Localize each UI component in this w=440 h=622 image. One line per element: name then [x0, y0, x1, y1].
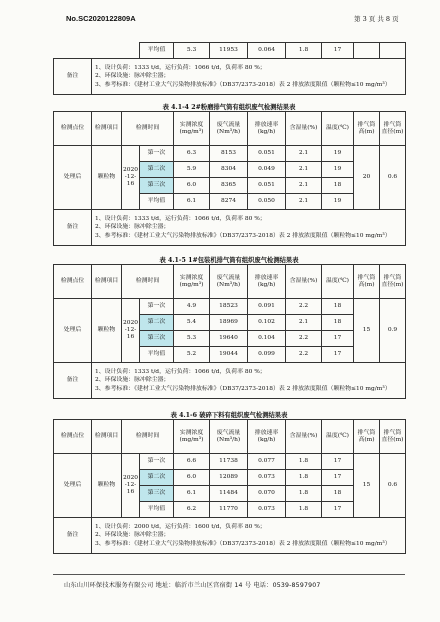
item-cell: 颗粒物 — [92, 146, 122, 210]
rate-cell: 0.051 — [248, 146, 286, 162]
rate-cell: 0.073 — [248, 502, 286, 518]
header-moist: 含湿量(%) — [286, 420, 322, 454]
rate-cell: 0.104 — [248, 331, 286, 347]
rate-cell: 0.091 — [248, 299, 286, 315]
moist-cell: 1.8 — [286, 454, 322, 470]
flow-cell: 19640 — [210, 331, 248, 347]
header-moist: 含湿量(%) — [286, 112, 322, 146]
row-label: 第一次 — [140, 454, 174, 470]
header-flow: 废气流量(Nm³/h) — [210, 265, 248, 299]
header-time: 检测时间 — [122, 265, 174, 299]
temp-cell: 18 — [322, 178, 354, 194]
point-cell: 处理后 — [54, 299, 92, 363]
header-height: 排气筒高(m) — [354, 265, 380, 299]
row-label: 第二次 — [140, 470, 174, 486]
height-cell: 15 — [354, 299, 380, 363]
row-label: 平均值 — [140, 347, 174, 363]
rate-cell: 0.049 — [248, 162, 286, 178]
header-rate: 排放速率(kg/h) — [248, 265, 286, 299]
row-label: 第三次 — [140, 178, 174, 194]
rate-cell: 0.070 — [248, 486, 286, 502]
temp-cell: 19 — [322, 194, 354, 210]
conc-cell: 6.6 — [174, 454, 210, 470]
row-label: 第一次 — [140, 299, 174, 315]
moist-cell: 2.2 — [286, 347, 322, 363]
emission-table — [53, 111, 406, 246]
conc-cell: 6.0 — [174, 178, 210, 194]
header-point: 检测点位 — [54, 420, 92, 454]
conc-cell: 6.0 — [174, 470, 210, 486]
header-item: 检测项目 — [92, 420, 122, 454]
header-height: 排气筒高(m) — [354, 420, 380, 454]
rate-cell: 0.051 — [248, 178, 286, 194]
flow-cell: 12089 — [210, 470, 248, 486]
emission-table — [53, 264, 406, 399]
flow-cell: 18523 — [210, 299, 248, 315]
remark-label: 备注 — [54, 363, 92, 399]
temp-cell: 17 — [322, 454, 354, 470]
header-diam: 排气筒直径(m) — [380, 420, 406, 454]
header-time: 检测时间 — [122, 112, 174, 146]
moist-cell: 2.2 — [286, 331, 322, 347]
row-label: 第二次 — [140, 162, 174, 178]
table-caption: 表 4.1-6 破碎下料有组织废气检测结果表 — [170, 412, 288, 419]
table-row — [54, 299, 406, 315]
temp-cell: 17 — [322, 331, 354, 347]
table-caption: 表 4.1-4 2#粉磨排气筒有组织废气检测结果表 — [162, 104, 296, 111]
row-label: 第一次 — [140, 146, 174, 162]
temp-cell: 18 — [322, 315, 354, 331]
rate-cell: 0.050 — [248, 194, 286, 210]
conc-cell: 4.9 — [174, 299, 210, 315]
diam-cell: 0.6 — [380, 454, 406, 518]
flow-cell: 8153 — [210, 146, 248, 162]
item-cell: 颗粒物 — [92, 454, 122, 518]
conc-cell: 6.2 — [174, 502, 210, 518]
header-item: 检测项目 — [92, 112, 122, 146]
temp-cell: 19 — [322, 162, 354, 178]
footer-rule — [53, 574, 405, 575]
header-temp: 温度(℃) — [322, 265, 354, 299]
temp-cell: 18 — [322, 299, 354, 315]
row-label: 平均值 — [140, 502, 174, 518]
moist-cell: 2.1 — [286, 146, 322, 162]
flow-cell: 18969 — [210, 315, 248, 331]
header-temp: 温度(℃) — [322, 420, 354, 454]
footer-company: 山东山川环保技术服务有限公司 地址：临沂市兰山区宫宿街 14 号 电话：0539-8597907 — [64, 582, 321, 589]
remark-label: 备注 — [54, 518, 92, 554]
conc-cell: 5.4 — [174, 315, 210, 331]
temp-cell: 18 — [322, 486, 354, 502]
moist-cell: 1.8 — [286, 470, 322, 486]
header-point: 检测点位 — [54, 112, 92, 146]
header-flow: 废气流量(Nm³/h) — [210, 420, 248, 454]
conc-cell: 5.3 — [174, 331, 210, 347]
date-cell: 2020-12-16 — [122, 146, 140, 210]
row-label: 平均值 — [140, 194, 174, 210]
date-cell: 2020-12-16 — [122, 454, 140, 518]
header-moist: 含湿量(%) — [286, 265, 322, 299]
row-label: 平均值 — [140, 43, 174, 59]
conc-cell: 5.3 — [174, 43, 210, 59]
point-cell: 处理后 — [54, 146, 92, 210]
rate-cell: 0.077 — [248, 454, 286, 470]
rate-cell: 0.102 — [248, 315, 286, 331]
remark-notes: 1、设计负荷：1333 t/d，运行负荷：1066 t/d，负荷率 80 %； 2、环保设施：脉冲除尘器； 3、参考标准：《建材工业大气污染物排放标准》（DB37/2373-2018）表 2 排放浓度限值（颗粒物≤10 mg/m³） — [92, 363, 406, 399]
remark-notes: 1、设计负荷：1333 t/d，运行负荷：1066 t/d，负荷率 80 %； 2、环保设施：脉冲除尘器； 3、参考标准：《建材工业大气污染物排放标准》（DB37/2373-2018）表 2 排放浓度限值（颗粒物≤10 mg/m³） — [92, 210, 406, 246]
remark-label: 备注 — [54, 59, 92, 95]
height-cell: 20 — [354, 146, 380, 210]
row-label: 第二次 — [140, 315, 174, 331]
flow-cell: 8304 — [210, 162, 248, 178]
temp-cell: 17 — [322, 43, 354, 59]
header-conc: 实测浓度(mg/m³) — [174, 112, 210, 146]
item-cell: 颗粒物 — [92, 299, 122, 363]
flow-cell: 11953 — [210, 43, 248, 59]
rate-cell: 0.099 — [248, 347, 286, 363]
remark-notes: 1、设计负荷：1333 t/d，运行负荷：1066 t/d，负荷率 80 %； 2、环保设施：脉冲除尘器； 3、参考标准：《建材工业大气污染物排放标准》（DB37/2373-2018）表 2 排放浓度限值（颗粒物≤10 mg/m³） — [92, 59, 406, 95]
conc-cell: 6.3 — [174, 146, 210, 162]
rate-cell: 0.073 — [248, 470, 286, 486]
header-temp: 温度(℃) — [322, 112, 354, 146]
rate-cell: 0.064 — [248, 43, 286, 59]
table-partial-top — [53, 42, 406, 95]
remark-notes: 1、设计负荷：2000 t/d，运行负荷：1600 t/d，负荷率 80 %； 2、环保设施：脉冲除尘器； 3、参考标准：《建材工业大气污染物排放标准》（DB37/2373-2018）表 2 排放浓度限值（颗粒物≤10 mg/m³） — [92, 518, 406, 554]
header-diam: 排气筒直径(m) — [380, 265, 406, 299]
flow-cell: 11770 — [210, 502, 248, 518]
page-indicator: 第 3 页 共 8 页 — [354, 15, 399, 23]
flow-cell: 11484 — [210, 486, 248, 502]
moist-cell: 2.1 — [286, 178, 322, 194]
header-point: 检测点位 — [54, 265, 92, 299]
temp-cell: 17 — [322, 470, 354, 486]
row-label: 第三次 — [140, 331, 174, 347]
conc-cell: 6.1 — [174, 194, 210, 210]
flow-cell: 11738 — [210, 454, 248, 470]
row-label: 第三次 — [140, 486, 174, 502]
temp-cell: 17 — [322, 502, 354, 518]
moist-cell: 2.1 — [286, 162, 322, 178]
moist-cell: 2.2 — [286, 299, 322, 315]
moist-cell: 1.8 — [286, 502, 322, 518]
header-time: 检测时间 — [122, 420, 174, 454]
height-cell: 15 — [354, 454, 380, 518]
remark-label: 备注 — [54, 210, 92, 246]
moist-cell: 2.1 — [286, 315, 322, 331]
flow-cell: 19044 — [210, 347, 248, 363]
point-cell: 处理后 — [54, 454, 92, 518]
table-row — [54, 454, 406, 470]
diam-cell: 0.6 — [380, 146, 406, 210]
temp-cell: 19 — [322, 146, 354, 162]
date-cell: 2020-12-16 — [122, 299, 140, 363]
table-row — [54, 146, 406, 162]
header-height: 排气筒高(m) — [354, 112, 380, 146]
emission-table — [53, 419, 406, 554]
diam-cell: 0.9 — [380, 299, 406, 363]
header-flow: 废气流量(Nm³/h) — [210, 112, 248, 146]
flow-cell: 8365 — [210, 178, 248, 194]
flow-cell: 8274 — [210, 194, 248, 210]
header-item: 检测项目 — [92, 265, 122, 299]
conc-cell: 5.9 — [174, 162, 210, 178]
moist-cell: 1.8 — [286, 43, 322, 59]
header-conc: 实测浓度(mg/m³) — [174, 420, 210, 454]
conc-cell: 6.1 — [174, 486, 210, 502]
header-rate: 排放速率(kg/h) — [248, 420, 286, 454]
report-number: No.SC2020122809A — [66, 14, 136, 23]
temp-cell: 17 — [322, 347, 354, 363]
header-rate: 排放速率(kg/h) — [248, 112, 286, 146]
table-caption: 表 4.1-5 1#包装机排气筒有组织废气检测结果表 — [159, 257, 299, 264]
moist-cell: 1.8 — [286, 486, 322, 502]
header-diam: 排气筒直径(m) — [380, 112, 406, 146]
conc-cell: 5.2 — [174, 347, 210, 363]
moist-cell: 2.1 — [286, 194, 322, 210]
header-conc: 实测浓度(mg/m³) — [174, 265, 210, 299]
